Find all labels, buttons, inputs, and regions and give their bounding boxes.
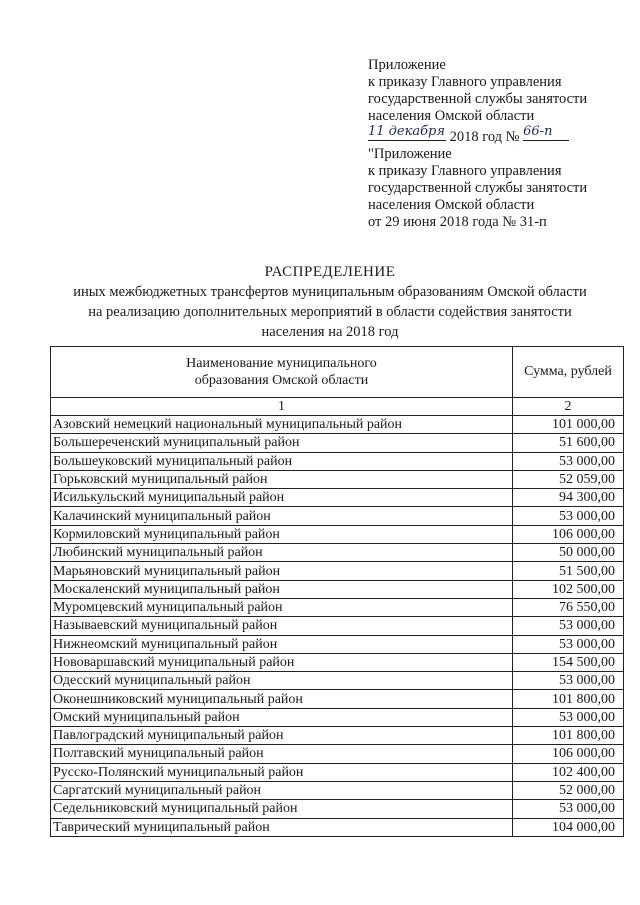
amount-cell: 106 000,00 bbox=[513, 745, 624, 763]
table-row bbox=[51, 489, 624, 507]
amount-cell: 51 600,00 bbox=[513, 434, 624, 452]
municipality-name: Калачинский муниципальный район bbox=[51, 507, 513, 525]
amount-cell: 101 800,00 bbox=[513, 690, 624, 708]
table-row bbox=[51, 507, 624, 525]
table-row bbox=[51, 525, 624, 543]
header-line: "Приложение bbox=[368, 146, 452, 162]
municipality-name: Одесский муниципальный район bbox=[51, 672, 513, 690]
municipality-name: Оконешниковский муниципальный район bbox=[51, 690, 513, 708]
document-subtitle: на реализацию дополнительных мероприятий в области содействия занятости bbox=[88, 304, 572, 320]
municipality-name: Нововаршавский муниципальный район bbox=[51, 653, 513, 671]
amount-cell: 102 400,00 bbox=[513, 763, 624, 781]
table-row bbox=[51, 763, 624, 781]
table-row bbox=[51, 800, 624, 818]
header-name-line: Наименование муниципального bbox=[186, 356, 377, 371]
handwritten-number: 66-п bbox=[523, 124, 553, 139]
handwritten-date: 11 декабря bbox=[368, 124, 445, 139]
table-row bbox=[51, 544, 624, 562]
table-body bbox=[51, 416, 624, 837]
amount-cell: 52 000,00 bbox=[513, 781, 624, 799]
header-line: населения Омской области bbox=[368, 197, 535, 213]
header-line: населения Омской области bbox=[368, 108, 535, 124]
table-row bbox=[51, 562, 624, 580]
municipality-name: Омский муниципальный район bbox=[51, 708, 513, 726]
table-row bbox=[51, 580, 624, 598]
table-row bbox=[51, 727, 624, 745]
municipality-name: Седельниковский муниципальный район bbox=[51, 800, 513, 818]
amount-cell: 53 000,00 bbox=[513, 507, 624, 525]
table-row bbox=[51, 434, 624, 452]
table-row bbox=[51, 690, 624, 708]
amount-cell: 53 000,00 bbox=[513, 635, 624, 653]
table-row bbox=[51, 781, 624, 799]
municipality-name: Большереченский муниципальный район bbox=[51, 434, 513, 452]
amount-cell: 50 000,00 bbox=[513, 544, 624, 562]
amount-cell: 101 000,00 bbox=[513, 416, 624, 434]
table-row bbox=[51, 672, 624, 690]
table-row bbox=[51, 598, 624, 616]
header-line: государственной службы занятости bbox=[368, 180, 588, 196]
table-row bbox=[51, 452, 624, 470]
distribution-table bbox=[50, 346, 624, 837]
municipality-name: Любинский муниципальный район bbox=[51, 544, 513, 562]
column-number: 1 bbox=[51, 398, 513, 416]
municipality-name: Азовский немецкий национальный муниципальный район bbox=[51, 416, 513, 434]
header-sum-cell: Сумма, рублей bbox=[513, 347, 624, 398]
header-line: к приказу Главного управления bbox=[368, 74, 562, 90]
header-name-cell bbox=[51, 347, 513, 398]
municipality-name: Таврический муниципальный район bbox=[51, 818, 513, 836]
amount-cell: 53 000,00 bbox=[513, 800, 624, 818]
amount-cell: 53 000,00 bbox=[513, 617, 624, 635]
header-line: к приказу Главного управления bbox=[368, 163, 562, 179]
amount-cell: 76 550,00 bbox=[513, 598, 624, 616]
table-row bbox=[51, 416, 624, 434]
table-row bbox=[51, 653, 624, 671]
header-name-line: образования Омской области bbox=[194, 373, 369, 388]
order-year-text: 2018 год № bbox=[449, 129, 520, 145]
municipality-name: Большеуковский муниципальный район bbox=[51, 452, 513, 470]
number-blank bbox=[523, 125, 569, 141]
municipality-name: Кормиловский муниципальный район bbox=[51, 525, 513, 543]
table-row bbox=[51, 635, 624, 653]
municipality-name: Муромцевский муниципальный район bbox=[51, 598, 513, 616]
amount-cell: 53 000,00 bbox=[513, 452, 624, 470]
amount-cell: 94 300,00 bbox=[513, 489, 624, 507]
column-number-row bbox=[51, 398, 624, 416]
header-line: государственной службы занятости bbox=[368, 91, 588, 107]
municipality-name: Горьковский муниципальный район bbox=[51, 470, 513, 488]
table-row bbox=[51, 617, 624, 635]
header-line: Приложение bbox=[368, 57, 446, 73]
municipality-name: Марьяновский муниципальный район bbox=[51, 562, 513, 580]
amount-cell: 52 059,00 bbox=[513, 470, 624, 488]
municipality-name: Исилькульский муниципальный район bbox=[51, 489, 513, 507]
municipality-name: Павлоградский муниципальный район bbox=[51, 727, 513, 745]
municipality-name: Москаленский муниципальный район bbox=[51, 580, 513, 598]
header-line: от 29 июня 2018 года № 31-п bbox=[368, 214, 547, 230]
table-row bbox=[51, 708, 624, 726]
appendix-header bbox=[368, 57, 628, 231]
amount-cell: 102 500,00 bbox=[513, 580, 624, 598]
municipality-name: Нижнеомский муниципальный район bbox=[51, 635, 513, 653]
municipality-name: Полтавский муниципальный район bbox=[51, 745, 513, 763]
municipality-name: Русско-Полянский муниципальный район bbox=[51, 763, 513, 781]
table-row bbox=[51, 470, 624, 488]
document-subtitle: иных межбюджетных трансфертов муниципальным образованиям Омской области bbox=[73, 284, 587, 300]
table-row bbox=[51, 818, 624, 836]
table-row bbox=[51, 745, 624, 763]
document-title: РАСПРЕДЕЛЕНИЕ bbox=[264, 264, 396, 280]
amount-cell: 104 000,00 bbox=[513, 818, 624, 836]
amount-cell: 154 500,00 bbox=[513, 653, 624, 671]
amount-cell: 53 000,00 bbox=[513, 708, 624, 726]
amount-cell: 53 000,00 bbox=[513, 672, 624, 690]
table-header-row bbox=[51, 347, 624, 398]
document-subtitle: населения на 2018 год bbox=[261, 324, 399, 340]
distribution-table-wrap bbox=[50, 346, 624, 837]
amount-cell: 51 500,00 bbox=[513, 562, 624, 580]
municipality-name: Называевский муниципальный район bbox=[51, 617, 513, 635]
municipality-name: Саргатский муниципальный район bbox=[51, 781, 513, 799]
order-date-line bbox=[368, 125, 628, 146]
document-title-block bbox=[40, 263, 620, 341]
date-blank bbox=[368, 125, 446, 141]
column-number: 2 bbox=[513, 398, 624, 416]
amount-cell: 106 000,00 bbox=[513, 525, 624, 543]
amount-cell: 101 800,00 bbox=[513, 727, 624, 745]
